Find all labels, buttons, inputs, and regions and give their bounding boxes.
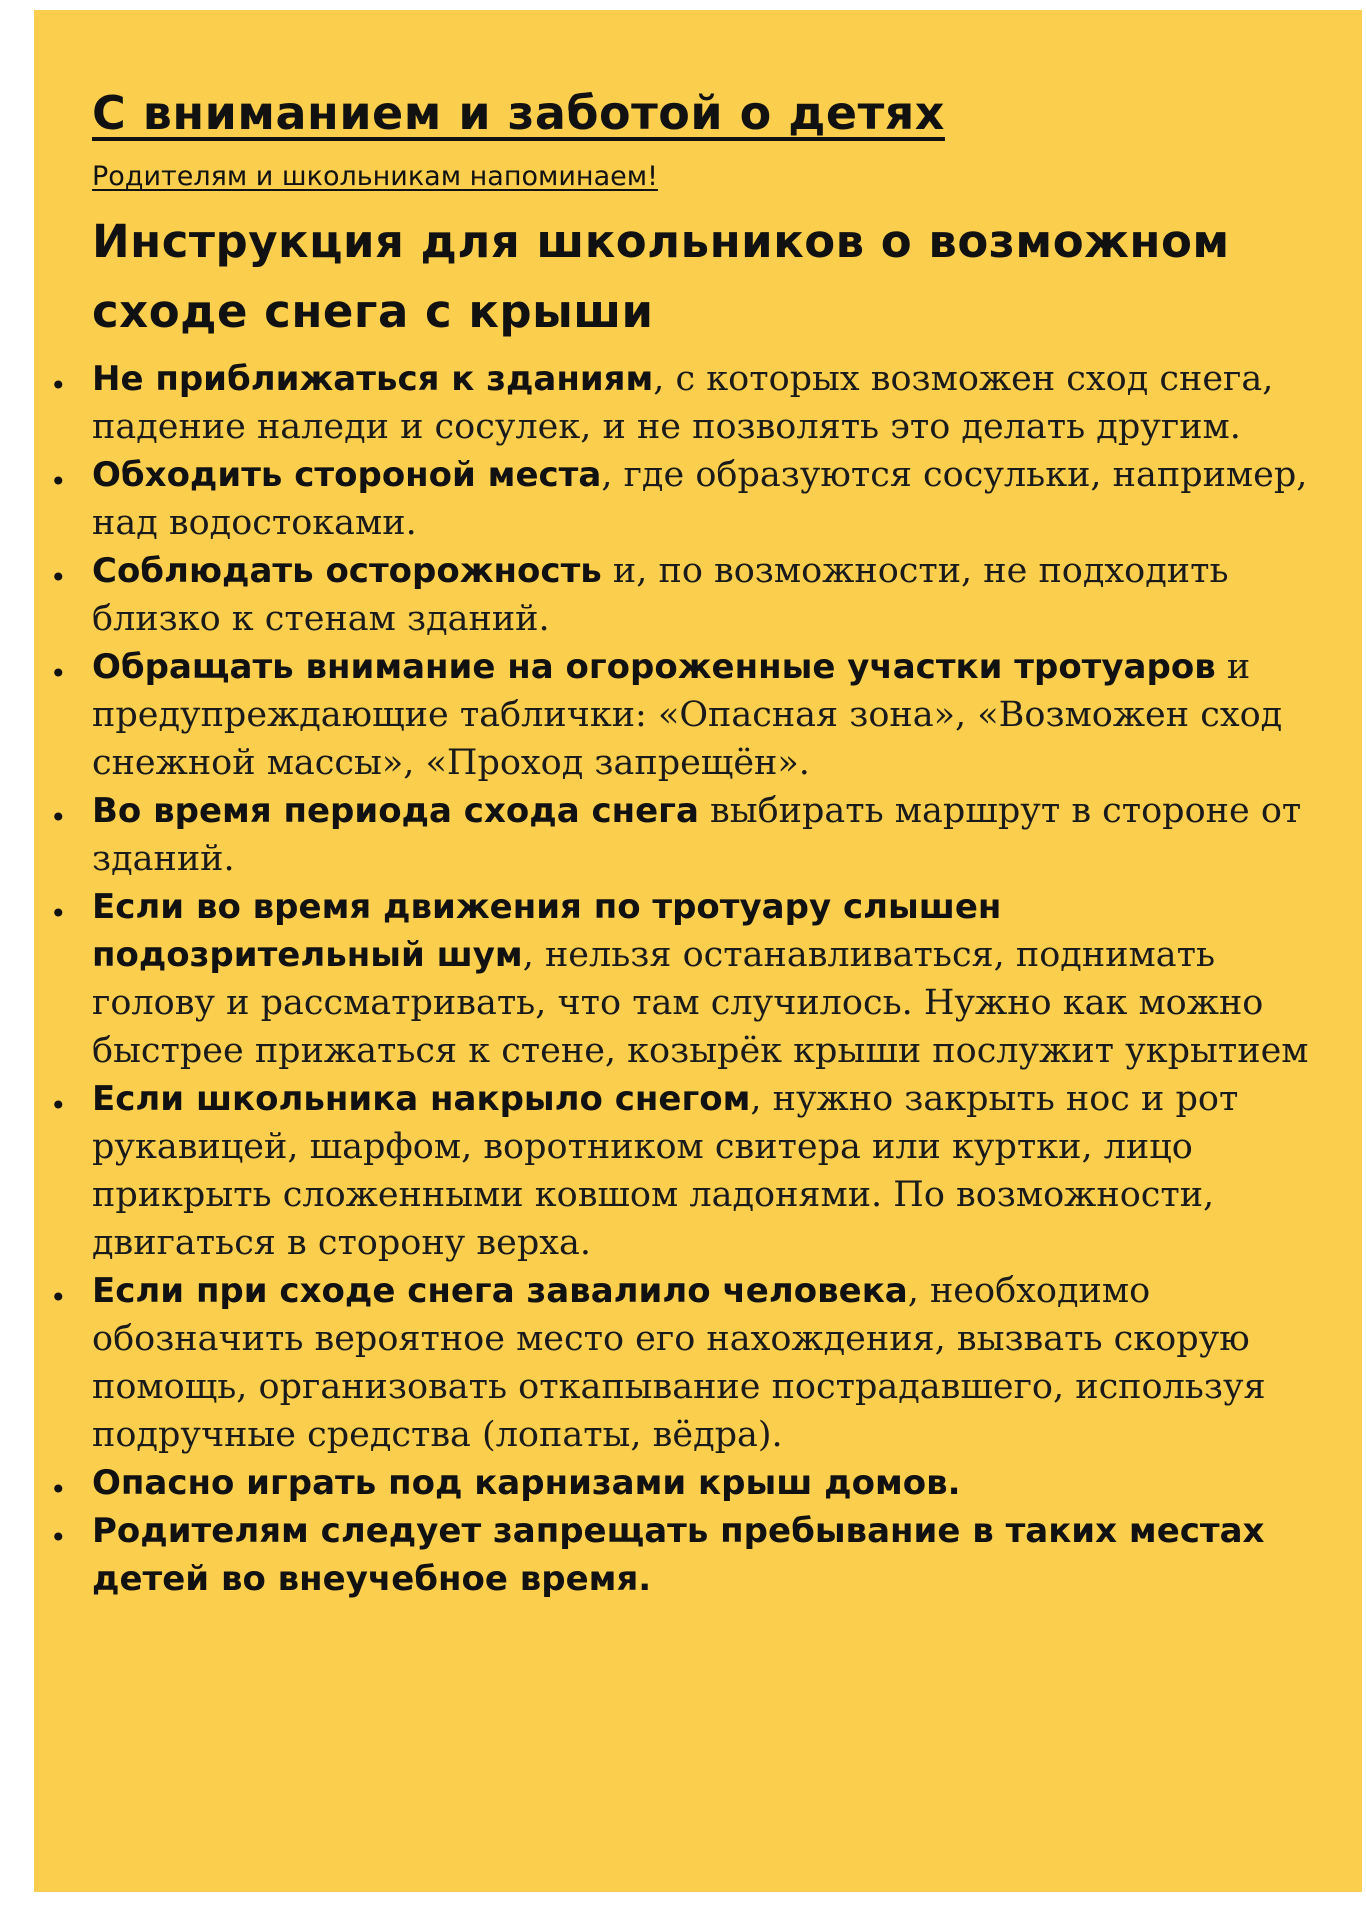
list-item xyxy=(50,643,1312,787)
item-text: , необходимо обозначить вероятное место его нахождения, вызвать скорую помощь, организовать откапывание пострадавшего, используя подручные средства (лопаты, вёдра). xyxy=(92,1271,1266,1455)
item-text: и, по возможности, не подходить близко к стенам зданий. xyxy=(92,551,1229,639)
item-text: выбирать маршрут в стороне от зданий. xyxy=(92,791,1302,879)
item-lead: Родителям следует запрещать пребывание в таких местах детей во внеучебное время. xyxy=(92,1511,1265,1599)
bullet-icon: • xyxy=(50,465,67,498)
item-text: , с которых возможен сход снега, падение наледи и сосулек, и не позволять это делать другим. xyxy=(92,359,1274,447)
item-lead: Если школьника накрыло снегом xyxy=(92,1079,751,1119)
item-text: и предупреждающие таблички: «Опасная зона», «Возможен сход снежной массы», «Проход запрещён». xyxy=(92,647,1283,783)
list-item xyxy=(50,883,1312,1075)
item-lead: Обращать внимание на огороженные участки тротуаров xyxy=(92,647,1216,687)
list-item xyxy=(50,1459,1312,1507)
list-item xyxy=(50,355,1312,451)
bullet-icon: • xyxy=(50,1473,67,1506)
bullet-icon: • xyxy=(50,1521,67,1554)
instruction-title: Инструкция для школьников о возможном сходе снега с крыши xyxy=(92,215,1230,338)
bullet-icon: • xyxy=(50,657,67,690)
item-text: , нужно закрыть нос и рот рукавицей, шарфом, воротником свитера или куртки, лицо прикрыть сложенными ковшом ладонями. По возможности, двигаться в сторону верха. xyxy=(92,1079,1239,1263)
item-lead: Если при сходе снега завалило человека xyxy=(92,1271,908,1311)
item-lead: Не приближаться к зданиям xyxy=(92,359,654,399)
list-item xyxy=(50,547,1312,643)
item-lead: Обходить стороной места xyxy=(92,455,602,495)
bullet-icon: • xyxy=(50,1089,67,1122)
bullet-icon: • xyxy=(50,1281,67,1314)
list-item xyxy=(50,1507,1312,1603)
item-text: , где образуются сосульки, например, над водостоками. xyxy=(92,455,1308,543)
bullet-icon: • xyxy=(50,561,67,594)
item-lead: Соблюдать осторожность xyxy=(92,551,602,591)
item-text: , нельзя останавливаться, поднимать голову и рассматривать, что там случилось. Нужно как можно быстрее прижаться к стене, козырёк крыши послужит укрытием xyxy=(92,935,1309,1071)
list-item xyxy=(50,787,1312,883)
bullet-icon: • xyxy=(50,801,67,834)
bullet-icon: • xyxy=(50,897,67,930)
paper-sheet xyxy=(34,10,1362,1892)
list-item xyxy=(50,451,1312,547)
bullet-icon: • xyxy=(50,369,67,402)
item-lead: Во время периода схода снега xyxy=(92,791,699,831)
notice-subheading: Родителям и школьникам напоминаем! xyxy=(92,161,658,192)
instruction-list xyxy=(50,355,1312,1603)
list-item xyxy=(50,1075,1312,1267)
item-lead: Опасно играть под карнизами крыш домов. xyxy=(92,1463,961,1503)
list-item xyxy=(50,1267,1312,1459)
notice-content xyxy=(50,85,1312,1603)
notice-heading: С вниманием и заботой о детях xyxy=(92,86,945,140)
item-lead: Если во время движения по тротуару слышен подозрительный шум xyxy=(92,887,1002,975)
